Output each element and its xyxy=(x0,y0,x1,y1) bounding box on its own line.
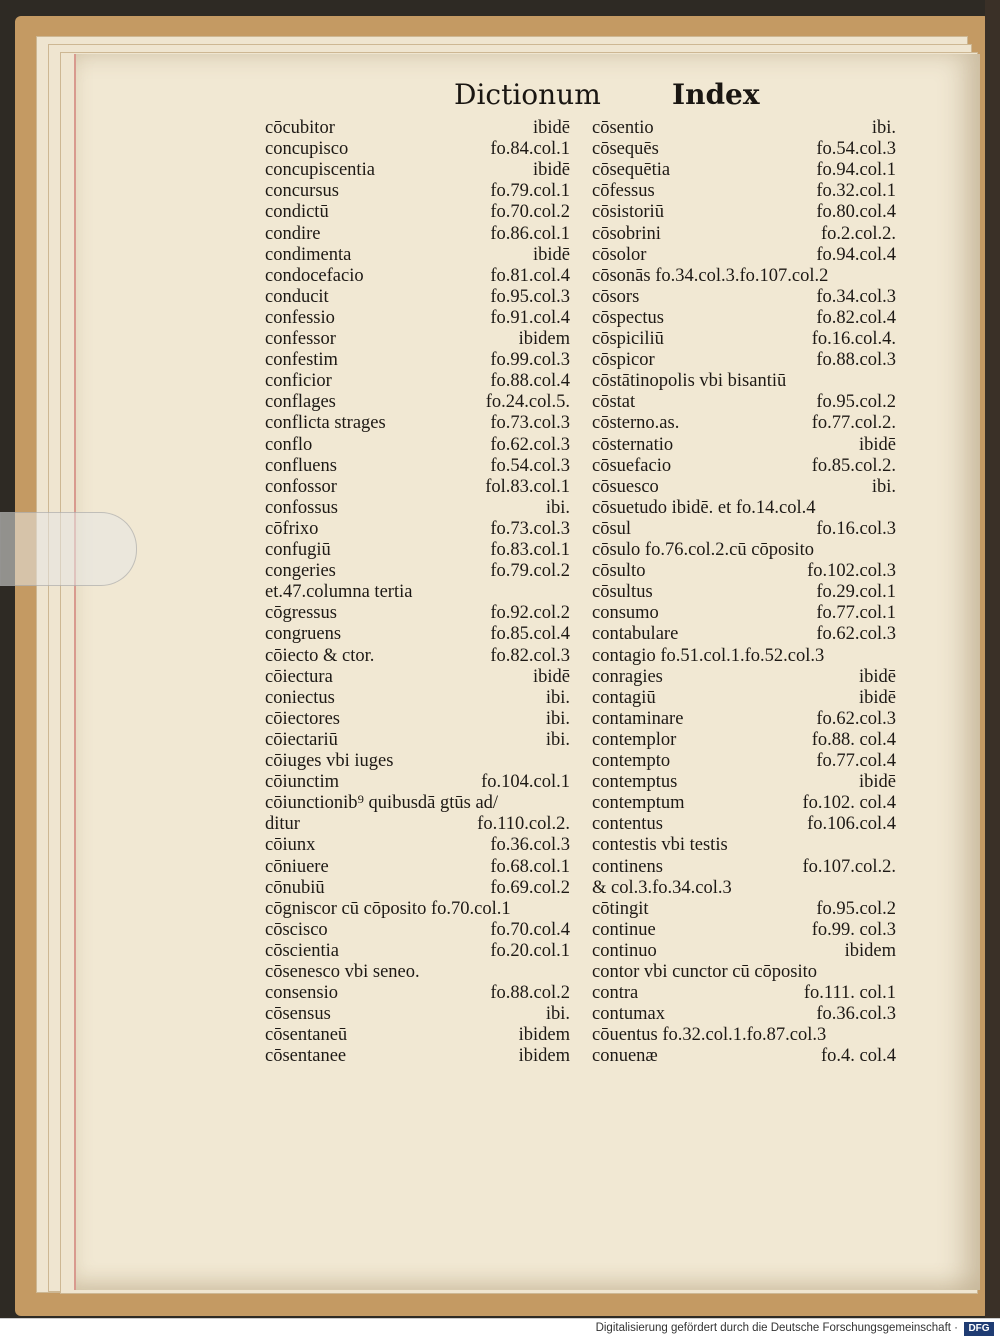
index-term: cōstātinopolis vbi bisantiū xyxy=(592,371,787,392)
index-reference: ibidem xyxy=(844,940,896,961)
index-entry xyxy=(265,287,570,308)
index-reference: ibidē xyxy=(533,160,570,181)
index-reference: fo.99. col.3 xyxy=(811,919,896,940)
index-reference: fo.54.col.3 xyxy=(490,455,570,476)
index-reference: fo.62.col.3 xyxy=(816,708,896,729)
index-term: condocefacio xyxy=(265,265,364,286)
index-reference: fo.77.col.2. xyxy=(811,413,896,434)
index-reference: fo.88.col.3 xyxy=(816,350,896,371)
index-reference: fo.34.col.3 xyxy=(816,286,896,307)
index-term: & col.3.fo.34.col.3 xyxy=(592,877,732,898)
index-term: confestim xyxy=(265,350,338,371)
index-reference: fo.107.col.2. xyxy=(802,856,896,877)
index-entry xyxy=(592,688,896,709)
index-term: cōiectura xyxy=(265,666,333,687)
index-term: contentus xyxy=(592,814,663,835)
footer-bar xyxy=(0,1318,1000,1340)
index-term: cōsentaneū xyxy=(265,1025,348,1046)
index-entry xyxy=(592,920,896,941)
index-entry xyxy=(265,181,570,202)
index-entry xyxy=(592,899,896,920)
index-entry xyxy=(592,793,896,814)
index-term: congeries xyxy=(265,561,336,582)
index-term: cōfrixo xyxy=(265,518,319,539)
index-term: cōsequētia xyxy=(592,160,671,181)
index-term: contempto xyxy=(592,751,671,771)
index-entry xyxy=(265,456,570,477)
index-entry xyxy=(592,181,896,202)
index-entry xyxy=(592,561,896,582)
index-reference: fo.86.col.1 xyxy=(490,223,570,244)
index-reference: fo.88. col.4 xyxy=(811,729,896,750)
index-entry xyxy=(592,392,896,413)
index-reference: ibidē xyxy=(859,687,896,708)
index-term: continue xyxy=(592,919,656,940)
index-entry xyxy=(265,540,570,561)
index-entry xyxy=(265,920,570,941)
index-entry xyxy=(265,814,570,835)
index-term: cōiecto & ctor. xyxy=(265,645,375,666)
index-term: conficior xyxy=(265,371,332,392)
index-entry xyxy=(265,603,570,624)
index-term: congruens xyxy=(265,624,342,645)
index-term: cōsternatio xyxy=(592,434,674,455)
index-entry xyxy=(592,730,896,751)
index-term: cōcubitor xyxy=(265,118,335,138)
index-entry xyxy=(265,350,570,371)
index-entry xyxy=(592,709,896,730)
index-entry xyxy=(265,1046,570,1067)
index-term: cōspectus xyxy=(592,307,664,328)
index-term: coniectus xyxy=(265,687,335,708)
index-entry xyxy=(265,139,570,160)
index-term: cōsequēs xyxy=(592,139,659,160)
index-entry xyxy=(265,709,570,730)
index-entry xyxy=(592,308,896,329)
index-entry xyxy=(265,561,570,582)
index-reference: fo.2.col.2. xyxy=(820,223,896,244)
index-entry xyxy=(592,266,896,287)
index-reference: ibidem xyxy=(518,1025,570,1046)
index-entry xyxy=(592,477,896,498)
index-entry xyxy=(265,519,570,540)
index-entry xyxy=(592,224,896,245)
index-entry xyxy=(265,624,570,645)
index-reference: fo.36.col.3 xyxy=(490,835,570,856)
index-term: cōsentanee xyxy=(265,1046,347,1067)
index-term: cōsterno.as. xyxy=(592,413,680,434)
index-entry xyxy=(265,498,570,519)
index-entry xyxy=(592,646,896,667)
index-entry xyxy=(592,350,896,371)
index-reference: fo.95.col.2 xyxy=(816,392,896,413)
index-reference: fo.32.col.1 xyxy=(816,181,896,202)
index-reference: fo.83.col.1 xyxy=(490,540,570,560)
index-reference: fo.106.col.4 xyxy=(807,814,896,835)
index-entry xyxy=(265,266,570,287)
index-term: cōsuefacio xyxy=(592,455,672,476)
index-reference: fo.79.col.2 xyxy=(490,561,570,582)
index-reference: fo.85.col.2. xyxy=(811,455,896,476)
index-reference: ibi. xyxy=(545,729,570,750)
header-word: Index xyxy=(672,78,760,111)
index-reference: fo.80.col.4 xyxy=(816,202,896,223)
index-entry xyxy=(592,519,896,540)
index-term: conducit xyxy=(265,286,329,307)
index-reference: fo.62.col.3 xyxy=(490,434,570,455)
index-reference: ibi. xyxy=(545,497,570,518)
index-term: cōnubiū xyxy=(265,877,325,898)
index-term: contra xyxy=(592,983,639,1004)
index-reference: fo.24.col.5. xyxy=(485,392,570,413)
index-entry xyxy=(592,287,896,308)
index-reference: fo.82.col.3 xyxy=(490,645,570,666)
index-entry xyxy=(592,814,896,835)
index-term: concursus xyxy=(265,181,339,202)
index-entry xyxy=(265,413,570,434)
index-reference: fo.20.col.1 xyxy=(490,940,570,961)
page-header xyxy=(440,78,800,118)
index-reference: ibi. xyxy=(871,476,896,497)
index-entry xyxy=(592,498,896,519)
index-term: cōuentus fo.32.col.1.fo.87.col.3 xyxy=(592,1025,827,1046)
index-term: cōiectariū xyxy=(265,729,338,750)
index-term: contagio fo.51.col.1.fo.52.col.3 xyxy=(592,645,825,666)
index-term: cōgressus xyxy=(265,603,337,624)
index-term: confugiū xyxy=(265,540,331,560)
index-reference: fo.85.col.4 xyxy=(490,624,570,645)
index-entry xyxy=(265,646,570,667)
index-reference: fo.84.col.1 xyxy=(490,139,570,160)
index-entry xyxy=(265,435,570,456)
index-entry xyxy=(265,878,570,899)
index-reference: fo.102.col.3 xyxy=(807,561,896,582)
index-reference: fol.83.col.1 xyxy=(485,476,570,497)
index-reference: ibi. xyxy=(545,708,570,729)
page-clip xyxy=(0,512,137,586)
index-reference: fo.81.col.4 xyxy=(490,265,570,286)
index-term: cōsonās fo.34.col.3.fo.107.col.2 xyxy=(592,265,829,286)
index-entry xyxy=(265,899,570,920)
index-entry xyxy=(592,603,896,624)
index-entry xyxy=(265,772,570,793)
index-entry xyxy=(265,857,570,878)
index-reference: fo.70.col.2 xyxy=(490,202,570,223)
index-reference: fo.82.col.4 xyxy=(816,307,896,328)
index-reference: fo.111. col.1 xyxy=(803,983,896,1004)
index-term: cōsuesco xyxy=(592,476,659,497)
index-entry xyxy=(265,202,570,223)
index-term: cōsulo fo.76.col.2.cū cōposito xyxy=(592,540,814,560)
index-entry xyxy=(592,878,896,899)
index-entry xyxy=(265,941,570,962)
index-reference: fo.36.col.3 xyxy=(816,1004,896,1025)
index-reference: fo.4. col.4 xyxy=(820,1046,896,1067)
index-term: contemptum xyxy=(592,793,685,814)
index-term: confossor xyxy=(265,476,337,497)
index-reference: fo.91.col.4 xyxy=(490,307,570,328)
index-reference: ibidē xyxy=(533,244,570,265)
index-entry xyxy=(592,1004,896,1025)
index-entry xyxy=(592,245,896,266)
dfg-logo: DFG xyxy=(964,1322,994,1336)
index-term: consumo xyxy=(592,603,659,624)
index-entry xyxy=(592,941,896,962)
index-reference: fo.16.col.3 xyxy=(816,518,896,539)
index-entry xyxy=(592,118,896,139)
index-reference: fo.77.col.1 xyxy=(816,603,896,624)
index-reference: fo.95.col.3 xyxy=(490,286,570,307)
index-entry xyxy=(592,624,896,645)
index-term: conuenæ xyxy=(592,1046,658,1067)
index-entry xyxy=(592,1025,896,1046)
index-reference: ibidē xyxy=(859,772,896,793)
header-word: Dictionum xyxy=(454,78,601,111)
index-term: cōsolor xyxy=(592,244,647,265)
index-reference: fo.88.col.4 xyxy=(490,371,570,392)
index-term: contor vbi cunctor cū cōposito xyxy=(592,962,818,982)
index-entry xyxy=(592,413,896,434)
index-term: cōsentio xyxy=(592,118,654,138)
index-term: ditur xyxy=(265,814,300,835)
index-reference: fo.73.col.3 xyxy=(490,413,570,434)
index-entry xyxy=(265,371,570,392)
index-entry xyxy=(592,857,896,878)
index-entry xyxy=(592,983,896,1004)
index-reference: fo.29.col.1 xyxy=(816,582,896,603)
index-term: cōsensus xyxy=(265,1004,331,1025)
index-term: conragies xyxy=(592,666,663,687)
index-reference: fo.16.col.4. xyxy=(811,329,896,349)
index-term: cōiuges vbi iuges xyxy=(265,751,394,771)
index-reference: ibi. xyxy=(545,687,570,708)
index-term: cōsuetudo ibidē. et fo.14.col.4 xyxy=(592,497,816,518)
index-term: cōsul xyxy=(592,518,632,539)
index-entry xyxy=(592,139,896,160)
index-term: condimenta xyxy=(265,244,352,265)
index-term: cōgniscor cū cōposito fo.70.col.1 xyxy=(265,898,511,919)
index-term: confessor xyxy=(265,329,336,349)
index-reference: ibidem xyxy=(518,329,570,349)
footer-credit: Digitalisierung gefördert durch die Deutsche Forschungsgemeinschaft · xyxy=(595,1322,958,1334)
index-term: cōspicor xyxy=(592,350,655,371)
index-reference: ibi. xyxy=(545,1004,570,1025)
index-reference: fo.102. col.4 xyxy=(802,793,896,814)
index-entry xyxy=(592,202,896,223)
index-term: cōsulto xyxy=(592,561,646,582)
index-reference: fo.99.col.3 xyxy=(490,350,570,371)
index-entry xyxy=(592,582,896,603)
index-reference: fo.77.col.4 xyxy=(816,751,896,771)
index-term: contabulare xyxy=(592,624,679,645)
index-term: cōsors xyxy=(592,286,640,307)
index-term: cōsobrini xyxy=(592,223,661,244)
index-term: contestis vbi testis xyxy=(592,835,728,856)
index-reference: fo.88.col.2 xyxy=(490,983,570,1004)
index-reference: fo.54.col.3 xyxy=(816,139,896,160)
index-term: concupisco xyxy=(265,139,349,160)
index-reference: fo.95.col.2 xyxy=(816,898,896,919)
index-term: conflo xyxy=(265,434,313,455)
index-reference: ibidē xyxy=(533,118,570,138)
index-reference: fo.110.col.2. xyxy=(477,814,570,835)
index-entry xyxy=(592,962,896,983)
index-term: contagiū xyxy=(592,687,656,708)
index-term: cōsenesco vbi seneo. xyxy=(265,962,420,982)
index-entry xyxy=(265,793,570,814)
index-reference: fo.92.col.2 xyxy=(490,603,570,624)
index-term: cōsistoriū xyxy=(592,202,664,223)
index-entry xyxy=(265,1025,570,1046)
index-term: confossus xyxy=(265,497,338,518)
index-term: contemptus xyxy=(592,772,678,793)
index-entry xyxy=(265,962,570,983)
index-term: contemplor xyxy=(592,729,677,750)
index-reference: ibidē xyxy=(533,666,570,687)
index-entry xyxy=(265,118,570,139)
index-entry xyxy=(265,582,570,603)
index-entry xyxy=(265,224,570,245)
index-term: cōtingit xyxy=(592,898,649,919)
index-reference: fo.70.col.4 xyxy=(490,919,570,940)
index-term: cōiunctionib⁹ quibusdā gtūs ad/ xyxy=(265,793,499,814)
index-entry xyxy=(265,983,570,1004)
index-entry xyxy=(265,477,570,498)
index-term: cōscisco xyxy=(265,919,328,940)
index-entry xyxy=(265,1004,570,1025)
index-term: cōiunctim xyxy=(265,772,339,793)
index-entry xyxy=(592,751,896,772)
index-term: cōstat xyxy=(592,392,636,413)
index-term: cōiunx xyxy=(265,835,316,856)
index-reference: ibi. xyxy=(871,118,896,138)
index-reference: fo.73.col.3 xyxy=(490,518,570,539)
index-entry xyxy=(592,160,896,181)
index-term: cōiectores xyxy=(265,708,340,729)
index-term: condictū xyxy=(265,202,329,223)
index-entry xyxy=(265,245,570,266)
index-entry xyxy=(265,392,570,413)
index-term: cōsultus xyxy=(592,582,653,603)
index-reference: ibidē xyxy=(859,666,896,687)
index-entry xyxy=(265,308,570,329)
index-entry xyxy=(265,160,570,181)
index-entry xyxy=(265,751,570,772)
index-entry xyxy=(592,329,896,350)
index-entry xyxy=(265,835,570,856)
index-entry xyxy=(592,835,896,856)
index-term: condire xyxy=(265,223,321,244)
index-term: et.47.columna tertia xyxy=(265,582,413,603)
index-term: conflicta strages xyxy=(265,413,386,434)
index-term: contumax xyxy=(592,1004,665,1025)
index-entry xyxy=(265,730,570,751)
index-term: cōscientia xyxy=(265,940,339,961)
index-entry xyxy=(265,688,570,709)
index-term: confluens xyxy=(265,455,337,476)
index-entry xyxy=(592,1046,896,1067)
index-entry xyxy=(592,371,896,392)
index-entry xyxy=(592,456,896,477)
index-entry xyxy=(265,329,570,350)
index-term: cōniuere xyxy=(265,856,329,877)
index-term: continens xyxy=(592,856,663,877)
index-term: concupiscentia xyxy=(265,160,375,181)
index-term: conflages xyxy=(265,392,336,413)
index-reference: ibidē xyxy=(859,434,896,455)
index-reference: fo.69.col.2 xyxy=(490,877,570,898)
book-spine-edge xyxy=(985,0,1000,1318)
index-entry xyxy=(592,540,896,561)
index-term: cōfessus xyxy=(592,181,655,202)
index-reference: ibidem xyxy=(518,1046,570,1067)
index-entry xyxy=(592,667,896,688)
index-reference: fo.104.col.1 xyxy=(481,772,570,793)
index-term: continuo xyxy=(592,940,657,961)
index-entry xyxy=(592,772,896,793)
index-reference: fo.68.col.1 xyxy=(490,856,570,877)
index-reference: fo.79.col.1 xyxy=(490,181,570,202)
index-reference: fo.94.col.1 xyxy=(816,160,896,181)
index-term: contaminare xyxy=(592,708,684,729)
index-term: confessio xyxy=(265,307,335,328)
index-reference: fo.62.col.3 xyxy=(816,624,896,645)
index-term: consensio xyxy=(265,983,338,1004)
index-term: cōspiciliū xyxy=(592,329,664,349)
index-entry xyxy=(265,667,570,688)
index-entry xyxy=(592,435,896,456)
index-reference: fo.94.col.4 xyxy=(816,244,896,265)
